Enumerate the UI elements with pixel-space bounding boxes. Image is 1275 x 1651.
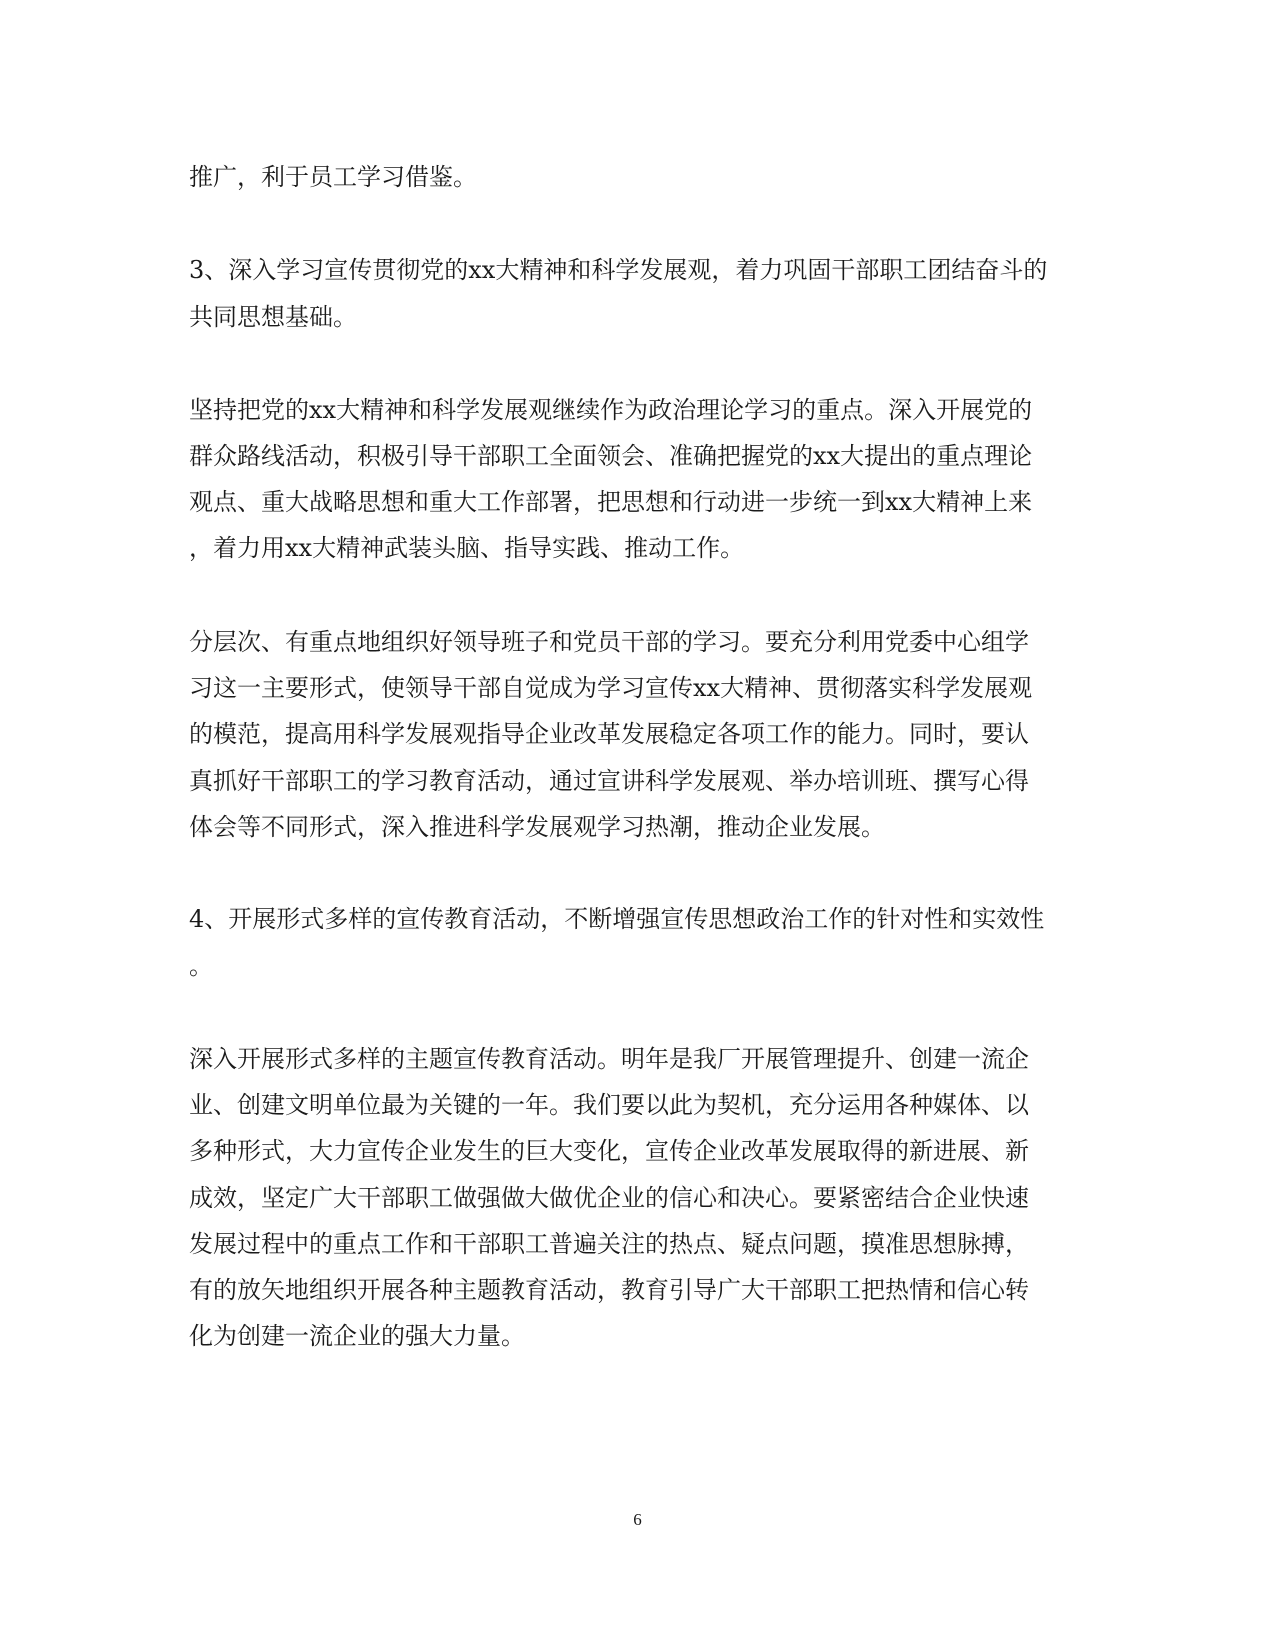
paragraph-line: 有的放矢地组织开展各种主题教育活动，教育引导广大干部职工把热情和信心转 [189, 1276, 1029, 1304]
paragraph-line: 3、深入学习宣传贯彻党的xx大精神和科学发展观，着力巩固干部职工团结奋斗的 [189, 256, 1048, 284]
paragraph-line: 成效，坚定广大干部职工做强做大做优企业的信心和决心。要紧密结合企业快速 [189, 1184, 1029, 1212]
paragraph-line: 4、开展形式多样的宣传教育活动，不断增强宣传思想政治工作的针对性和实效性 [189, 905, 1045, 933]
page-number: 6 [633, 1510, 642, 1529]
paragraph-line: 多种形式，大力宣传企业发生的巨大变化，宣传企业改革发展取得的新进展、新 [189, 1137, 1029, 1165]
paragraph-line: ，着力用xx大精神武装头脑、指导实践、推动工作。 [189, 534, 745, 562]
paragraph-line: 观点、重大战略思想和重大工作部署，把思想和行动进一步统一到xx大精神上来 [189, 488, 1033, 516]
paragraph-line: 的模范，提高用科学发展观指导企业改革发展稳定各项工作的能力。同时，要认 [189, 720, 1029, 748]
paragraph-line: 习这一主要形式，使领导干部自觉成为学习宣传xx大精神、贯彻落实科学发展观 [189, 674, 1033, 702]
paragraph-line: 深入开展形式多样的主题宣传教育活动。明年是我厂开展管理提升、创建一流企 [189, 1045, 1029, 1073]
paragraph-line: 真抓好干部职工的学习教育活动，通过宣讲科学发展观、举办培训班、撰写心得 [189, 767, 1029, 795]
paragraph-line: 分层次、有重点地组织好领导班子和党员干部的学习。要充分利用党委中心组学 [189, 628, 1029, 656]
paragraph-line: 发展过程中的重点工作和干部职工普遍关注的热点、疑点问题，摸准思想脉搏， [189, 1230, 1029, 1258]
paragraph-line: 化为创建一流企业的强大力量。 [189, 1322, 525, 1350]
paragraph-line: 。 [189, 952, 213, 980]
paragraph-line: 群众路线活动，积极引导干部职工全面领会、准确把握党的xx大提出的重点理论 [189, 442, 1033, 470]
paragraph-line: 共同思想基础。 [189, 303, 357, 331]
paragraph-line: 体会等不同形式，深入推进科学发展观学习热潮，推动企业发展。 [189, 813, 885, 841]
paragraph-line: 业、创建文明单位最为关键的一年。我们要以此为契机，充分运用各种媒体、以 [189, 1091, 1029, 1119]
paragraph-line: 坚持把党的xx大精神和科学发展观继续作为政治理论学习的重点。深入开展党的 [189, 396, 1033, 424]
paragraph-line: 推广，利于员工学习借鉴。 [189, 163, 477, 191]
